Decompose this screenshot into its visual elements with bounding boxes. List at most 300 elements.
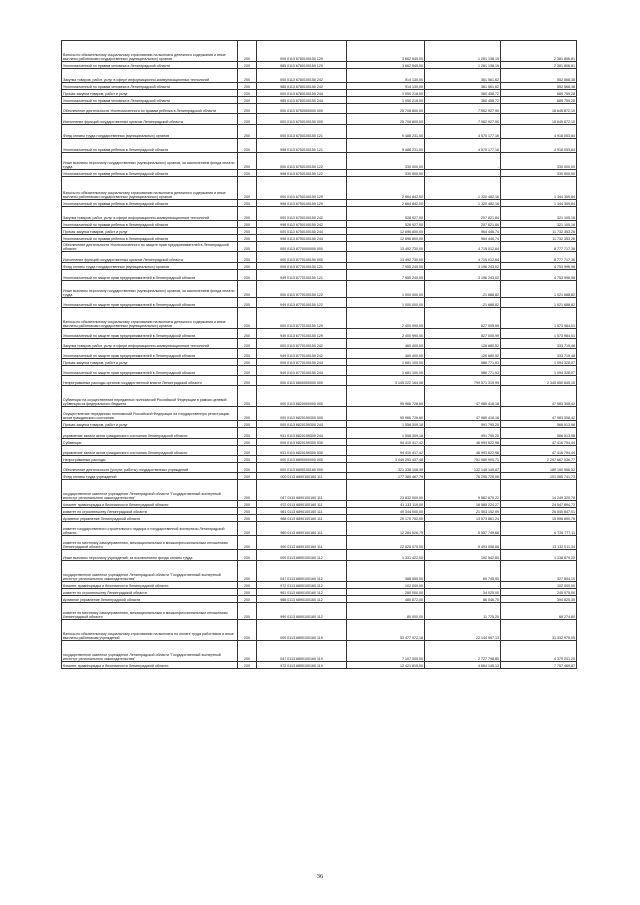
expense-name-cell: Уполномоченный по защите прав предпринимателей в Ленинградской области [62, 349, 238, 359]
unexecuted-amount-cell: 552 568,38 [501, 83, 577, 90]
executed-amount-cell: 964 446,74 [425, 235, 501, 242]
executed-amount-cell: 964 446,74 [425, 228, 501, 235]
expense-name-cell: Уполномоченный по правам ребенка в Ленинградской области [62, 235, 238, 242]
expense-name-cell: Взносы по обязательному социальному страхованию на выплаты денежного содержания и иные выплаты работникам государственных (муниципальных) органов [62, 308, 238, 329]
line-code-cell: 200 [238, 83, 257, 90]
table-row [62, 515, 577, 522]
approved-amount-cell: 1 681 100,00 [347, 359, 425, 366]
approved-amount-cell: 177 380 467,79 [347, 473, 425, 480]
budget-classification-code-cell: 000 0113 6750000000 000 [257, 104, 347, 114]
line-code-cell: 200 [238, 522, 257, 536]
approved-amount-cell: 25 708 800,00 [347, 104, 425, 114]
unexecuted-amount-cell: 31 332 975,05 [501, 620, 577, 641]
expense-name-cell: управление записи актов гражданского состояния Ленинградской области [62, 446, 238, 456]
unexecuted-amount-cell: 2 345 650 845,10 [501, 376, 577, 386]
approved-amount-cell: 1 558 309,18 [347, 428, 425, 439]
budget-classification-code-cell: 998 0113 6750100150 122 [257, 170, 347, 177]
line-code-cell: 200 [238, 228, 257, 235]
table-row [62, 221, 577, 228]
line-code-cell: 200 [238, 221, 257, 228]
line-code-cell: 200 [238, 104, 257, 114]
line-code-cell: 200 [238, 207, 257, 221]
table-row [62, 620, 577, 641]
line-code-cell: 200 [238, 407, 257, 421]
budget-classification-code-cell: 000 0113 6770100150 122 [257, 281, 347, 298]
budget-classification-code-cell: 000 0113 6770100150 129 [257, 308, 347, 329]
approved-amount-cell: 95 966 726,60 [347, 386, 425, 407]
approved-amount-cell: 1 000 000,00 [347, 281, 425, 298]
table-row [62, 386, 577, 407]
line-code-cell: 200 [238, 200, 257, 207]
expense-name-cell: Архивное управление Ленинградской области [62, 596, 238, 603]
executed-amount-cell: 126 680,52 [425, 349, 501, 359]
approved-amount-cell: 53 477 972,18 [347, 620, 425, 641]
expense-name-cell: Фонд оплаты труда государственных (муниципальных) органов [62, 125, 238, 139]
executed-amount-cell: 132 145 149,87 [425, 463, 501, 473]
executed-amount-cell: 9 493 058,66 [425, 536, 501, 550]
approved-amount-cell: 12 696 800,00 [347, 235, 425, 242]
table-row [62, 252, 577, 263]
expense-name-cell: Закупка товаров, работ, услуг в сфере информационно-коммуникационных технологий [62, 339, 238, 349]
line-code-cell: 200 [238, 463, 257, 473]
expense-name-cell: Иные выплаты персоналу государственных (муниципальных) органов, за исключением фонда оплаты труда [62, 281, 238, 298]
unexecuted-amount-cell: 24 547 894,73 [501, 501, 577, 508]
executed-amount-cell: - [425, 582, 501, 589]
approved-amount-cell: 102 000,00 [347, 582, 425, 589]
table-row [62, 508, 577, 515]
executed-amount-cell: 126 680,52 [425, 339, 501, 349]
executed-amount-cell: 799 571 319,99 [425, 376, 501, 386]
executed-amount-cell: 207 821,84 [425, 221, 501, 228]
unexecuted-amount-cell: 566 513,98 [501, 421, 577, 428]
table-row [62, 281, 577, 298]
line-code-cell: 200 [238, 386, 257, 407]
executed-amount-cell: 47 985 418,18 [425, 386, 501, 407]
budget-classification-code-cell: 000 0113 6820159300 244 [257, 421, 347, 428]
expense-name-cell: Прочая закупка товаров, работ и услуг [62, 359, 238, 366]
budget-classification-code-cell: 047 0113 6890100160 119 [257, 641, 347, 662]
budget-classification-code-cell: 000 0113 6770100150 242 [257, 339, 347, 349]
budget-classification-code-cell: 000 0113 6820000000 000 [257, 386, 347, 407]
line-code-cell: 200 [238, 662, 257, 669]
table-row [62, 582, 577, 589]
unexecuted-amount-cell: 26 840 847,01 [501, 508, 577, 515]
approved-amount-cell: 3 145 222 164,08 [347, 376, 425, 386]
approved-amount-cell: 3 662 945,00 [347, 41, 425, 62]
table-row [62, 177, 577, 200]
expense-name-cell: Иные выплаты персоналу государственных (муниципальных) органов, за исключением фонда оплаты труда [62, 153, 238, 170]
line-code-cell: 200 [238, 366, 257, 376]
budget-classification-code-cell: 998 0113 6750100150 121 [257, 139, 347, 153]
unexecuted-amount-cell: 689 759,28 [501, 97, 577, 104]
line-code-cell: 200 [238, 536, 257, 550]
executed-amount-cell: 4 664 145,13 [425, 662, 501, 669]
unexecuted-amount-cell: 1 021 688,82 [501, 281, 577, 298]
executed-amount-cell: 1 281 138,19 [425, 41, 501, 62]
expense-name-cell: Исполнение функций государственных органов Ленинградской области [62, 114, 238, 125]
expense-name-cell: Архивное управление Ленинградской области [62, 515, 238, 522]
executed-amount-cell: 1 281 138,19 [425, 62, 501, 69]
unexecuted-amount-cell: 68 274,80 [501, 603, 577, 620]
budget-classification-code-cell: 000 0113 6750100150 129 [257, 177, 347, 200]
approved-amount-cell: 3 049 253 437,48 [347, 456, 425, 463]
line-code-cell: 200 [238, 139, 257, 153]
approved-amount-cell: 1 681 100,00 [347, 366, 425, 376]
table-row [62, 480, 577, 501]
unexecuted-amount-cell: 8 777 717,36 [501, 252, 577, 263]
budget-classification-code-cell: 000 0113 6770100150 244 [257, 359, 347, 366]
table-row [62, 125, 577, 139]
line-code-cell: 200 [238, 177, 257, 200]
line-code-cell: 200 [238, 90, 257, 97]
unexecuted-amount-cell: 1 138 879,20 [501, 550, 577, 561]
executed-amount-cell: -21 688,82 [425, 281, 501, 298]
unexecuted-amount-cell: 1 094 328,07 [501, 366, 577, 376]
budget-classification-code-cell: 931 0113 6820159300 244 [257, 428, 347, 439]
budget-classification-code-cell: 981 0113 6890100160 111 [257, 508, 347, 515]
budget-classification-code-cell: 949 0113 6770100150 242 [257, 349, 347, 359]
executed-amount-cell: 4 570 177,16 [425, 139, 501, 153]
executed-amount-cell: 46 993 622,98 [425, 446, 501, 456]
budget-classification-code-cell: 949 0113 6770100150 129 [257, 329, 347, 339]
expense-name-cell: Уполномоченный по правам человека в Ленинградской области [62, 62, 238, 69]
budget-classification-code-cell: 000 0113 6890100160 000 [257, 463, 347, 473]
line-code-cell: 200 [238, 589, 257, 596]
line-code-cell: 200 [238, 515, 257, 522]
table-row [62, 97, 577, 104]
unexecuted-amount-cell: 14 249 320,78 [501, 480, 577, 501]
unexecuted-amount-cell: 330 000,00 [501, 153, 577, 170]
approved-amount-cell: 9 488 231,00 [347, 125, 425, 139]
approved-amount-cell: 41 133 119,00 [347, 501, 425, 508]
expense-name-cell: Исполнение функций государственных органов Ленинградской области [62, 252, 238, 263]
executed-amount-cell: 7 062 927,90 [425, 114, 501, 125]
unexecuted-amount-cell: 2 381 806,81 [501, 41, 577, 62]
approved-amount-cell: 2 400 990,00 [347, 308, 425, 329]
expense-name-cell: комитет государственного строительного надзора и государственной экспертизы Ленинградской области [62, 522, 238, 536]
approved-amount-cell: 7 950 240,00 [347, 270, 425, 281]
approved-amount-cell: 3 662 945,00 [347, 62, 425, 69]
table-row [62, 139, 577, 153]
budget-classification-code-cell: 000 0113 6820159300 530 [257, 439, 347, 446]
approved-amount-cell: 460 400,00 [347, 339, 425, 349]
table-row [62, 603, 577, 620]
budget-classification-code-cell: 949 0113 6770100150 121 [257, 270, 347, 281]
executed-amount-cell: - [425, 153, 501, 170]
expense-name-cell: Комитет правопорядка и безопасности Ленинградской области [62, 501, 238, 508]
line-code-cell: 200 [238, 308, 257, 329]
budget-classification-code-cell: 949 0113 6770100150 122 [257, 298, 347, 308]
unexecuted-amount-cell: 6 726 777,11 [501, 522, 577, 536]
table-row [62, 349, 577, 359]
unexecuted-amount-cell: 47 983 308,42 [501, 407, 577, 421]
approved-amount-cell: 1 050 218,00 [347, 90, 425, 97]
unexecuted-amount-cell: 1 344 359,84 [501, 177, 577, 200]
table-row [62, 270, 577, 281]
budget-classification-code-cell: 047 0113 6890100160 112 [257, 561, 347, 582]
table-row [62, 329, 577, 339]
executed-amount-cell: 4 570 177,16 [425, 125, 501, 139]
approved-amount-cell: 2 400 990,00 [347, 329, 425, 339]
unexecuted-amount-cell: 245 975,00 [501, 589, 577, 596]
budget-classification-code-cell: 998 0113 6750100150 244 [257, 235, 347, 242]
approved-amount-cell: 94 410 417,42 [347, 439, 425, 446]
executed-amount-cell: 2 727 798,80 [425, 641, 501, 662]
budget-classification-code-cell: 000 0113 6820159300 000 [257, 407, 347, 421]
budget-classification-code-cell: 990 0113 6890100160 111 [257, 536, 347, 550]
executed-amount-cell: 991 795,20 [425, 421, 501, 428]
executed-amount-cell: 46 993 622,98 [425, 439, 501, 446]
expense-name-cell: Комитет правопорядка и безопасности Ленинградской области [62, 662, 238, 669]
line-code-cell: 200 [238, 596, 257, 603]
expense-name-cell: Прочая закупка товаров, работ и услуг [62, 421, 238, 428]
line-code-cell: 200 [238, 582, 257, 589]
unexecuted-amount-cell: 47 416 794,44 [501, 439, 577, 446]
table-row [62, 228, 577, 235]
approved-amount-cell: 12 284 526,79 [347, 522, 425, 536]
unexecuted-amount-cell: 689 759,28 [501, 90, 577, 97]
table-row [62, 298, 577, 308]
expense-name-cell: Уполномоченный по защите прав предпринимателей в Ленинградской области [62, 366, 238, 376]
expense-name-cell: комитет по строительству Ленинградской области [62, 508, 238, 515]
unexecuted-amount-cell: 1 573 984,01 [501, 308, 577, 329]
executed-amount-cell: 360 458,72 [425, 97, 501, 104]
budget-classification-code-cell: 000 0113 6780100150 242 [257, 69, 347, 83]
expense-name-cell: Иные выплаты персоналу учреждений, за исключением фонда оплаты труда [62, 550, 238, 561]
expense-name-cell: Уполномоченный по правам ребенка в Ленинградской области [62, 200, 238, 207]
expense-name-cell: Обеспечение деятельности (услуги, работы) государственных учреждений [62, 463, 238, 473]
budget-classification-code-cell: 000 0113 6750100150 121 [257, 125, 347, 139]
table-row [62, 589, 577, 596]
budget-classification-code-cell: 000 0113 6890000000 000 [257, 456, 347, 463]
executed-amount-cell: 22 144 997,13 [425, 620, 501, 641]
executed-amount-cell: -21 688,82 [425, 298, 501, 308]
unexecuted-amount-cell: 4 918 053,84 [501, 139, 577, 153]
line-code-cell: 200 [238, 456, 257, 463]
executed-amount-cell: 751 585 900,71 [425, 456, 501, 463]
expense-name-cell: Обеспечение деятельности Уполномоченного по правам ребенка в Ленинградской области [62, 104, 238, 114]
budget-classification-code-cell: 998 0113 6750100150 242 [257, 221, 347, 228]
unexecuted-amount-cell: 321 105,16 [501, 221, 577, 228]
budget-classification-code-cell: 972 0113 6890100160 112 [257, 582, 347, 589]
executed-amount-cell: 11 725,20 [425, 603, 501, 620]
table-row [62, 359, 577, 366]
executed-amount-cell: 361 561,62 [425, 69, 501, 83]
unexecuted-amount-cell: 566 513,98 [501, 428, 577, 439]
executed-amount-cell: 991 795,20 [425, 428, 501, 439]
table-row [62, 596, 577, 603]
expense-name-cell: Прочая закупка товаров, работ и услуг [62, 90, 238, 97]
budget-classification-code-cell: 988 0113 6890100160 111 [257, 515, 347, 522]
unexecuted-amount-cell: 4 753 996,98 [501, 270, 577, 281]
unexecuted-amount-cell: 18 645 872,10 [501, 104, 577, 114]
line-code-cell: 200 [238, 270, 257, 281]
table-row [62, 366, 577, 376]
approved-amount-cell: 1 331 422,00 [347, 550, 425, 561]
line-code-cell: 200 [238, 480, 257, 501]
approved-amount-cell: 460 400,00 [347, 349, 425, 359]
expense-name-cell: Непрограммные расходы органов государственной власти Ленинградской области [62, 376, 238, 386]
unexecuted-amount-cell: 321 105,16 [501, 207, 577, 221]
budget-classification-code-cell: 990 0113 6890100160 112 [257, 603, 347, 620]
budget-classification-code-cell: 000 0113 6770000000 000 [257, 242, 347, 252]
unexecuted-amount-cell: 101 085 741,73 [501, 473, 577, 480]
approved-amount-cell: 94 410 417,42 [347, 446, 425, 456]
approved-amount-cell: 914 130,00 [347, 83, 425, 90]
table-row [62, 407, 577, 421]
budget-classification-code-cell: 000 0113 6770100150 000 [257, 252, 347, 263]
line-code-cell: 200 [238, 114, 257, 125]
unexecuted-amount-cell: 7 757 469,87 [501, 662, 577, 669]
table-row [62, 536, 577, 550]
budget-classification-code-cell: 972 0113 6890100160 111 [257, 501, 347, 508]
line-code-cell: 200 [238, 252, 257, 263]
executed-amount-cell: 361 561,62 [425, 83, 501, 90]
line-code-cell: 200 [238, 561, 257, 582]
unexecuted-amount-cell: 1 573 984,01 [501, 329, 577, 339]
expense-name-cell: комитет по строительству Ленинградской области [62, 589, 238, 596]
line-code-cell: 200 [238, 69, 257, 83]
approved-amount-cell: 12 421 615,00 [347, 662, 425, 669]
line-code-cell: 200 [238, 235, 257, 242]
table-row [62, 153, 577, 170]
executed-amount-cell: 586 771,93 [425, 366, 501, 376]
approved-amount-cell: 1 050 218,00 [347, 97, 425, 104]
line-code-cell: 200 [238, 439, 257, 446]
executed-amount-cell: 86 046,70 [425, 596, 501, 603]
expense-name-cell: Уполномоченный по защите прав предпринимателей в Ленинградской области [62, 329, 238, 339]
table-row [62, 641, 577, 662]
approved-amount-cell: 1 558 309,18 [347, 421, 425, 428]
unexecuted-amount-cell: 47 983 308,42 [501, 386, 577, 407]
budget-classification-code-cell: 000 0113 6750100150 242 [257, 207, 347, 221]
budget-classification-code-cell: 000 0113 6780100150 244 [257, 90, 347, 97]
expense-name-cell: Уполномоченный по защите прав предпринимателей в Ленинградской области [62, 298, 238, 308]
table-row [62, 308, 577, 329]
expense-name-cell: Уполномоченный по правам человека в Ленинградской области [62, 97, 238, 104]
expense-name-cell: Обеспечение деятельности Уполномоченного по защите прав предпринимателей в Ленинградской области [62, 242, 238, 252]
unexecuted-amount-cell: 18 645 872,10 [501, 114, 577, 125]
approved-amount-cell: 7 107 000,00 [347, 641, 425, 662]
table-row [62, 90, 577, 97]
approved-amount-cell: 23 832 000,00 [347, 480, 425, 501]
unexecuted-amount-cell: 330 000,00 [501, 170, 577, 177]
table-row [62, 242, 577, 252]
unexecuted-amount-cell: 1 094 328,07 [501, 359, 577, 366]
unexecuted-amount-cell: 1 021 688,82 [501, 298, 577, 308]
unexecuted-amount-cell: 4 753 996,98 [501, 263, 577, 270]
budget-classification-code-cell: 985 0113 6780100150 242 [257, 83, 347, 90]
table-row [62, 235, 577, 242]
unexecuted-amount-cell: 11 732 353,26 [501, 228, 577, 235]
table-row [62, 550, 577, 561]
approved-amount-cell: 22 625 070,00 [347, 536, 425, 550]
approved-amount-cell: 480 872,00 [347, 596, 425, 603]
expense-name-cell: Непрограммные расходы [62, 456, 238, 463]
line-code-cell: 200 [238, 473, 257, 480]
approved-amount-cell: 2 664 842,00 [347, 177, 425, 200]
expense-name-cell: Прочая закупка товаров, работ и услуг [62, 228, 238, 235]
expense-name-cell: Уполномоченный по защите прав предпринимателей в Ленинградской области [62, 270, 238, 281]
unexecuted-amount-cell: 189 190 956,52 [501, 463, 577, 473]
line-code-cell: 200 [238, 41, 257, 62]
table-row [62, 170, 577, 177]
table-row [62, 62, 577, 69]
expense-name-cell: Взносы по обязательному социальному страхованию на выплаты денежного содержания и иные выплаты работникам государственных (муниципальных) органов [62, 41, 238, 62]
table-row [62, 114, 577, 125]
line-code-cell: 200 [238, 421, 257, 428]
expense-name-cell: Уполномоченный по правам человека в Ленинградской области [62, 83, 238, 90]
line-code-cell: 200 [238, 298, 257, 308]
executed-amount-cell: - [425, 170, 501, 177]
budget-classification-code-cell: 000 0113 6890100160 112 [257, 550, 347, 561]
approved-amount-cell: 25 708 800,00 [347, 114, 425, 125]
executed-amount-cell: 5 557 749,68 [425, 522, 501, 536]
executed-amount-cell: 76 295 726,06 [425, 473, 501, 480]
approved-amount-cell: 29 170 752,00 [347, 515, 425, 522]
table-row [62, 561, 577, 582]
executed-amount-cell: 4 715 012,64 [425, 252, 501, 263]
line-code-cell: 200 [238, 153, 257, 170]
unexecuted-amount-cell: 13 132 011,34 [501, 536, 577, 550]
table-row [62, 463, 577, 473]
table-row [62, 501, 577, 508]
approved-amount-cell: 49 344 000,00 [347, 508, 425, 515]
executed-amount-cell: 34 025,00 [425, 589, 501, 596]
table-row [62, 662, 577, 669]
expense-name-cell: Уполномоченный по правам ребенка в Ленинградской области [62, 170, 238, 177]
expense-name-cell: управление записи актов гражданского состояния Ленинградской области [62, 428, 238, 439]
approved-amount-cell: 528 927,00 [347, 221, 425, 228]
executed-amount-cell: 586 771,93 [425, 359, 501, 366]
expense-name-cell: комитет по местному самоуправлению, межнациональным и межконфессиональным отношениям Ленинградской области [62, 536, 238, 550]
approved-amount-cell: 330 000,00 [347, 170, 425, 177]
table-row [62, 41, 577, 62]
expense-name-cell: Фонд оплаты труда государственных (муниципальных) органов [62, 263, 238, 270]
approved-amount-cell: 321 338 106,39 [347, 463, 425, 473]
unexecuted-amount-cell: 333 719,48 [501, 339, 577, 349]
line-code-cell: 200 [238, 501, 257, 508]
table-row [62, 200, 577, 207]
executed-amount-cell: 7 062 927,90 [425, 104, 501, 114]
unexecuted-amount-cell: 327 804,10 [501, 561, 577, 582]
approved-amount-cell: 330 000,00 [347, 153, 425, 170]
budget-execution-table-container [61, 40, 576, 870]
executed-amount-cell: 4 715 012,64 [425, 242, 501, 252]
executed-amount-cell: 3 196 243,02 [425, 270, 501, 281]
line-code-cell: 200 [238, 446, 257, 456]
unexecuted-amount-cell: 102 000,00 [501, 582, 577, 589]
budget-execution-table [61, 40, 577, 669]
expense-name-cell: Осуществление переданных полномочий Российской Федерации на государственную регистрацию актов гражданского состояния [62, 407, 238, 421]
executed-amount-cell: 1 320 482,16 [425, 177, 501, 200]
line-code-cell: 200 [238, 339, 257, 349]
unexecuted-amount-cell: 8 777 717,36 [501, 242, 577, 252]
budget-classification-code-cell: 000 0113 6890100160 111 [257, 473, 347, 480]
line-code-cell: 200 [238, 508, 257, 515]
budget-classification-code-cell: 000 0113 6750100150 000 [257, 114, 347, 125]
executed-amount-cell: 827 005,99 [425, 329, 501, 339]
executed-amount-cell: 21 503 152,99 [425, 508, 501, 515]
expense-name-cell: Комитет правопорядка и безопасности Ленинградской области [62, 582, 238, 589]
expense-name-cell: Закупка товаров, работ, услуг в сфере информационно-коммуникационных технологий [62, 207, 238, 221]
budget-classification-code-cell: 931 0113 6820159300 530 [257, 446, 347, 456]
expense-name-cell: Уполномоченный по правам ребенка в Ленинградской области [62, 139, 238, 153]
approved-amount-cell: 80 000,00 [347, 603, 425, 620]
unexecuted-amount-cell: 2 381 806,81 [501, 62, 577, 69]
table-row [62, 263, 577, 270]
budget-classification-code-cell: 988 0113 6890100160 112 [257, 596, 347, 603]
